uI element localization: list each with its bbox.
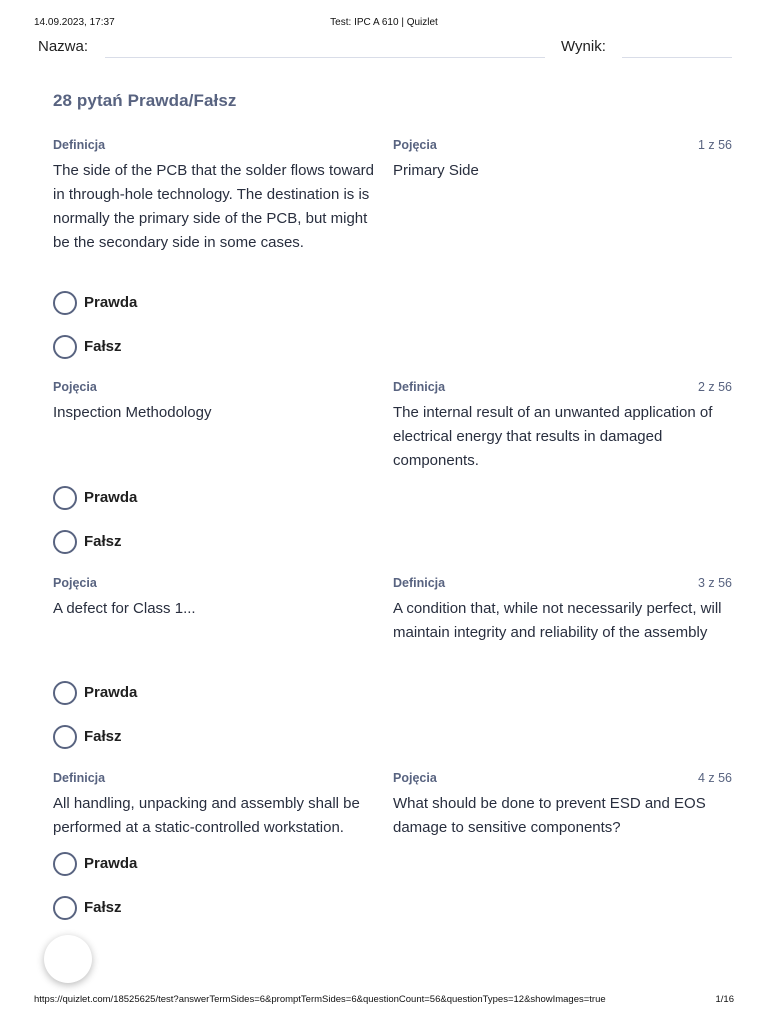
radio-circle-icon[interactable] [53,335,77,359]
print-datetime: 14.09.2023, 17:37 [34,17,115,28]
left-side-label: Definicja [53,138,106,152]
true-option[interactable] [53,486,253,510]
true-option[interactable] [53,681,253,705]
true-option-label: Prawda [84,489,138,506]
question-left-side [53,379,383,425]
radio-circle-icon[interactable] [53,291,77,315]
question-right-side [393,770,723,840]
left-side-text: All handling, unpacking and assembly shall be performed at a static-controlled workstation. [53,795,360,836]
question-card [53,137,732,367]
question-left-side [53,575,383,621]
true-option-label: Prawda [84,855,138,872]
score-field-line[interactable] [622,57,732,58]
true-option-label: Prawda [84,294,138,311]
false-option[interactable] [53,530,253,554]
left-side-text: The side of the PCB that the solder flows toward in through-hole technology. The destination is is normally the primary side of the PCB, but might be the secondary side in some cases. [53,162,374,251]
false-option[interactable] [53,896,253,920]
left-side-label: Pojęcia [53,380,97,394]
radio-circle-icon[interactable] [53,852,77,876]
radio-circle-icon[interactable] [53,725,77,749]
question-right-side [393,137,723,183]
question-counter: 1 z 56 [697,138,732,152]
print-page-number: 1/16 [715,994,734,1005]
left-side-label: Pojęcia [53,576,97,590]
right-side-label: Definicja [393,576,446,590]
question-left-side [53,770,383,840]
print-page-title: Test: IPC A 610 | Quizlet [330,17,438,28]
left-side-label: Definicja [53,771,106,785]
right-side-text: The internal result of an unwanted application of electrical energy that results in damaged components. [393,404,713,469]
print-url: https://quizlet.com/18525625/test?answerTermSides=6&promptTermSides=6&questionCount=56&questionTypes=12&showImages=true [34,994,606,1005]
false-option[interactable] [53,335,253,359]
right-side-label: Pojęcia [393,771,437,785]
radio-circle-icon[interactable] [53,896,77,920]
radio-circle-icon[interactable] [53,681,77,705]
floating-action-button[interactable] [44,935,92,983]
print-footer [34,994,734,1008]
name-label: Nazwa: [38,38,89,55]
right-side-text: Primary Side [393,162,479,179]
false-option-label: Fałsz [84,533,122,550]
question-right-side [393,379,723,473]
section-title: 28 pytań Prawda/Fałsz [53,91,237,110]
question-counter: 4 z 56 [697,771,732,785]
question-card [53,379,732,559]
true-option[interactable] [53,852,253,876]
question-card [53,575,732,755]
true-option-label: Prawda [84,684,138,701]
question-card [53,770,732,930]
false-option-label: Fałsz [84,728,122,745]
name-field-line[interactable] [105,57,545,58]
false-option[interactable] [53,725,253,749]
right-side-label: Definicja [393,380,446,394]
right-side-label: Pojęcia [393,138,437,152]
question-counter: 2 z 56 [697,380,732,394]
false-option-label: Fałsz [84,338,122,355]
left-side-text: A defect for Class 1... [53,600,196,617]
radio-circle-icon[interactable] [53,486,77,510]
print-header [34,17,734,31]
radio-circle-icon[interactable] [53,530,77,554]
false-option-label: Fałsz [84,899,122,916]
right-side-text: What should be done to prevent ESD and EOS damage to sensitive components? [393,795,706,836]
score-label: Wynik: [561,38,606,55]
question-right-side [393,575,723,645]
question-left-side [53,137,383,255]
true-option[interactable] [53,291,253,315]
question-counter: 3 z 56 [697,576,732,590]
name-score-row [38,38,732,62]
right-side-text: A condition that, while not necessarily perfect, will maintain integrity and reliability of the assembly [393,600,722,641]
left-side-text: Inspection Methodology [53,404,212,421]
